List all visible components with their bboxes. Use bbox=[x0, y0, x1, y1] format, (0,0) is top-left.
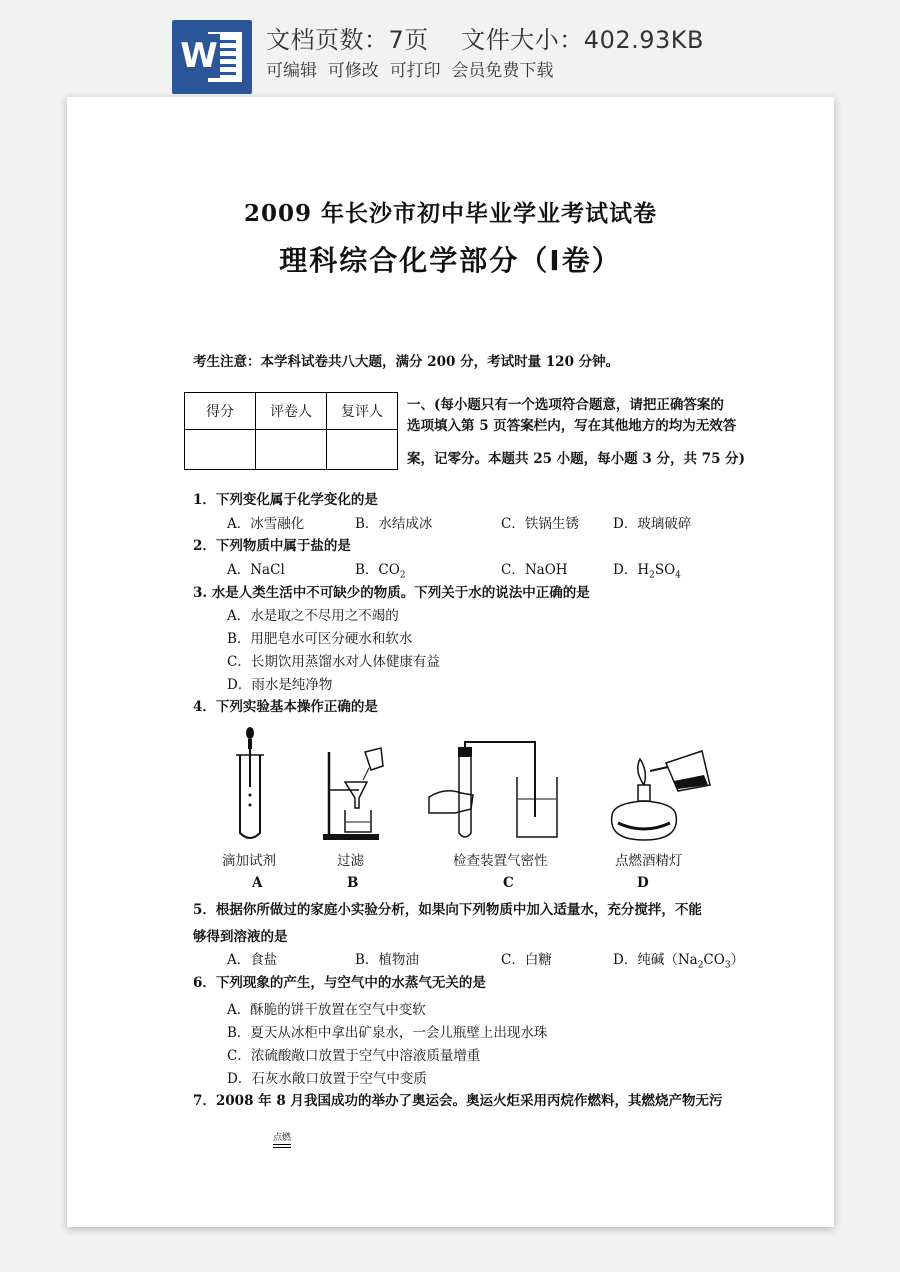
q4-caption-a: 滴加试剂 bbox=[222, 853, 276, 869]
section-line1: 一、(每小题只有一个选项符合题意，请把正确答案的 bbox=[407, 397, 724, 413]
q3-option-b: B．用肥皂水可区分硬水和软水 bbox=[227, 631, 413, 647]
q1-option-b: B．水结成冰 bbox=[355, 516, 433, 532]
q1-option-a: A．冰雪融化 bbox=[227, 516, 305, 532]
file-size: 文件大小：402.93KB bbox=[461, 26, 704, 54]
q5-stem-line1: 5．根据你所做过的家庭小实验分析，如果向下列物质中加入适量水，充分搅拌，不能 bbox=[193, 902, 702, 918]
q4-stem: 4．下列实验基本操作正确的是 bbox=[193, 699, 378, 715]
q4-caption-c: 检查装置气密性 bbox=[453, 853, 548, 869]
document-page bbox=[67, 97, 834, 1227]
doc-title: 2009 年长沙市初中毕业学业考试试卷 bbox=[243, 200, 658, 227]
word-icon bbox=[172, 20, 252, 94]
dropper-figure bbox=[230, 725, 270, 845]
q5-option-a: A．食盐 bbox=[227, 952, 278, 968]
page-count: 文档页数：7页 bbox=[266, 26, 429, 54]
q4-caption-b: 过滤 bbox=[337, 853, 364, 869]
q5-option-d: D．纯碱$(Na_2CO_3)$ bbox=[613, 952, 745, 971]
q1-stem: 1．下列变化属于化学变化的是 bbox=[193, 492, 378, 508]
q4-caption-d: 点燃酒精灯 bbox=[615, 853, 683, 869]
file-info bbox=[266, 20, 704, 55]
file-features: 可编辑 可修改 可打印 会员免费下载 bbox=[266, 61, 554, 81]
grader-cell bbox=[256, 430, 327, 470]
grader-header: 评卷人 bbox=[256, 393, 327, 430]
q2-option-d: D．$H_2SO_4$ bbox=[613, 562, 681, 581]
reviewer-header: 复评人 bbox=[327, 393, 398, 430]
score-table bbox=[184, 392, 398, 470]
section-instructions bbox=[407, 395, 779, 470]
q3-stem: 3. 水是人类生活中不可缺少的物质。下列关于水的说法中正确的是 bbox=[193, 585, 590, 601]
q3-option-d: D．雨水是纯净物 bbox=[227, 677, 333, 693]
reviewer-cell bbox=[327, 430, 398, 470]
q2-stem: 2．下列物质中属于盐的是 bbox=[193, 538, 351, 554]
q5-option-b: B．植物油 bbox=[355, 952, 419, 968]
q4-letter-c: C bbox=[503, 875, 514, 891]
q6-stem: 6．下列现象的产生，与空气中的水蒸气无关的是 bbox=[193, 975, 486, 991]
q6-option-a: A．酥脆的饼干放置在空气中变软 bbox=[227, 1002, 426, 1018]
equation-condition: 点燃 bbox=[273, 1130, 291, 1145]
q7-stem: 7．2008 年 8 月我国成功的举办了奥运会。奥运火炬采用丙烷作燃料，其燃烧产物无污 bbox=[193, 1093, 723, 1109]
q2-option-c: C．NaOH bbox=[501, 562, 568, 578]
word-letter: W bbox=[178, 34, 220, 78]
q5-stem-line2: 够得到溶液的是 bbox=[193, 929, 288, 945]
q1-option-d: D．玻璃破碎 bbox=[613, 516, 692, 532]
q4-letter-d: D bbox=[637, 875, 649, 891]
q2-option-a: A．NaCl bbox=[227, 562, 285, 578]
score-header: 得分 bbox=[185, 393, 256, 430]
q2-option-b: B．$CO_2$ bbox=[355, 562, 406, 581]
q6-option-c: C．浓硫酸敞口放置于空气中溶液质量增重 bbox=[227, 1048, 481, 1064]
q1-option-c: C．铁锅生锈 bbox=[501, 516, 579, 532]
alcohol-lamp-figure bbox=[604, 745, 714, 845]
exam-notice: 考生注意：本学科试卷共八大题，满分 200 分，考试时量 120 分钟。 bbox=[193, 354, 620, 370]
q4-letter-a: A bbox=[252, 875, 263, 891]
q6-option-b: B．夏天从冰柜中拿出矿泉水，一会儿瓶壁上出现水珠 bbox=[227, 1025, 548, 1041]
q4-letter-b: B bbox=[347, 875, 359, 891]
airtightness-figure bbox=[425, 737, 575, 842]
doc-subtitle: 理科综合化学部分（Ⅰ卷） bbox=[279, 244, 622, 277]
download-banner bbox=[0, 0, 900, 96]
q6-option-d: D．石灰水敞口放置于空气中变质 bbox=[227, 1071, 427, 1087]
section-line3: 案，记零分。本题共 25 小题，每小题 3 分，共 75 分) bbox=[407, 451, 746, 467]
score-cell bbox=[185, 430, 256, 470]
q3-option-a: A．水是取之不尽用之不竭的 bbox=[227, 608, 399, 624]
filtration-figure bbox=[315, 742, 390, 842]
q3-option-c: C．长期饮用蒸馏水对人体健康有益 bbox=[227, 654, 440, 670]
section-line2: 选项填入第 5 页答案栏内，写在其他地方的均为无效答 bbox=[407, 418, 737, 434]
q5-option-c: C．白糖 bbox=[501, 952, 552, 968]
